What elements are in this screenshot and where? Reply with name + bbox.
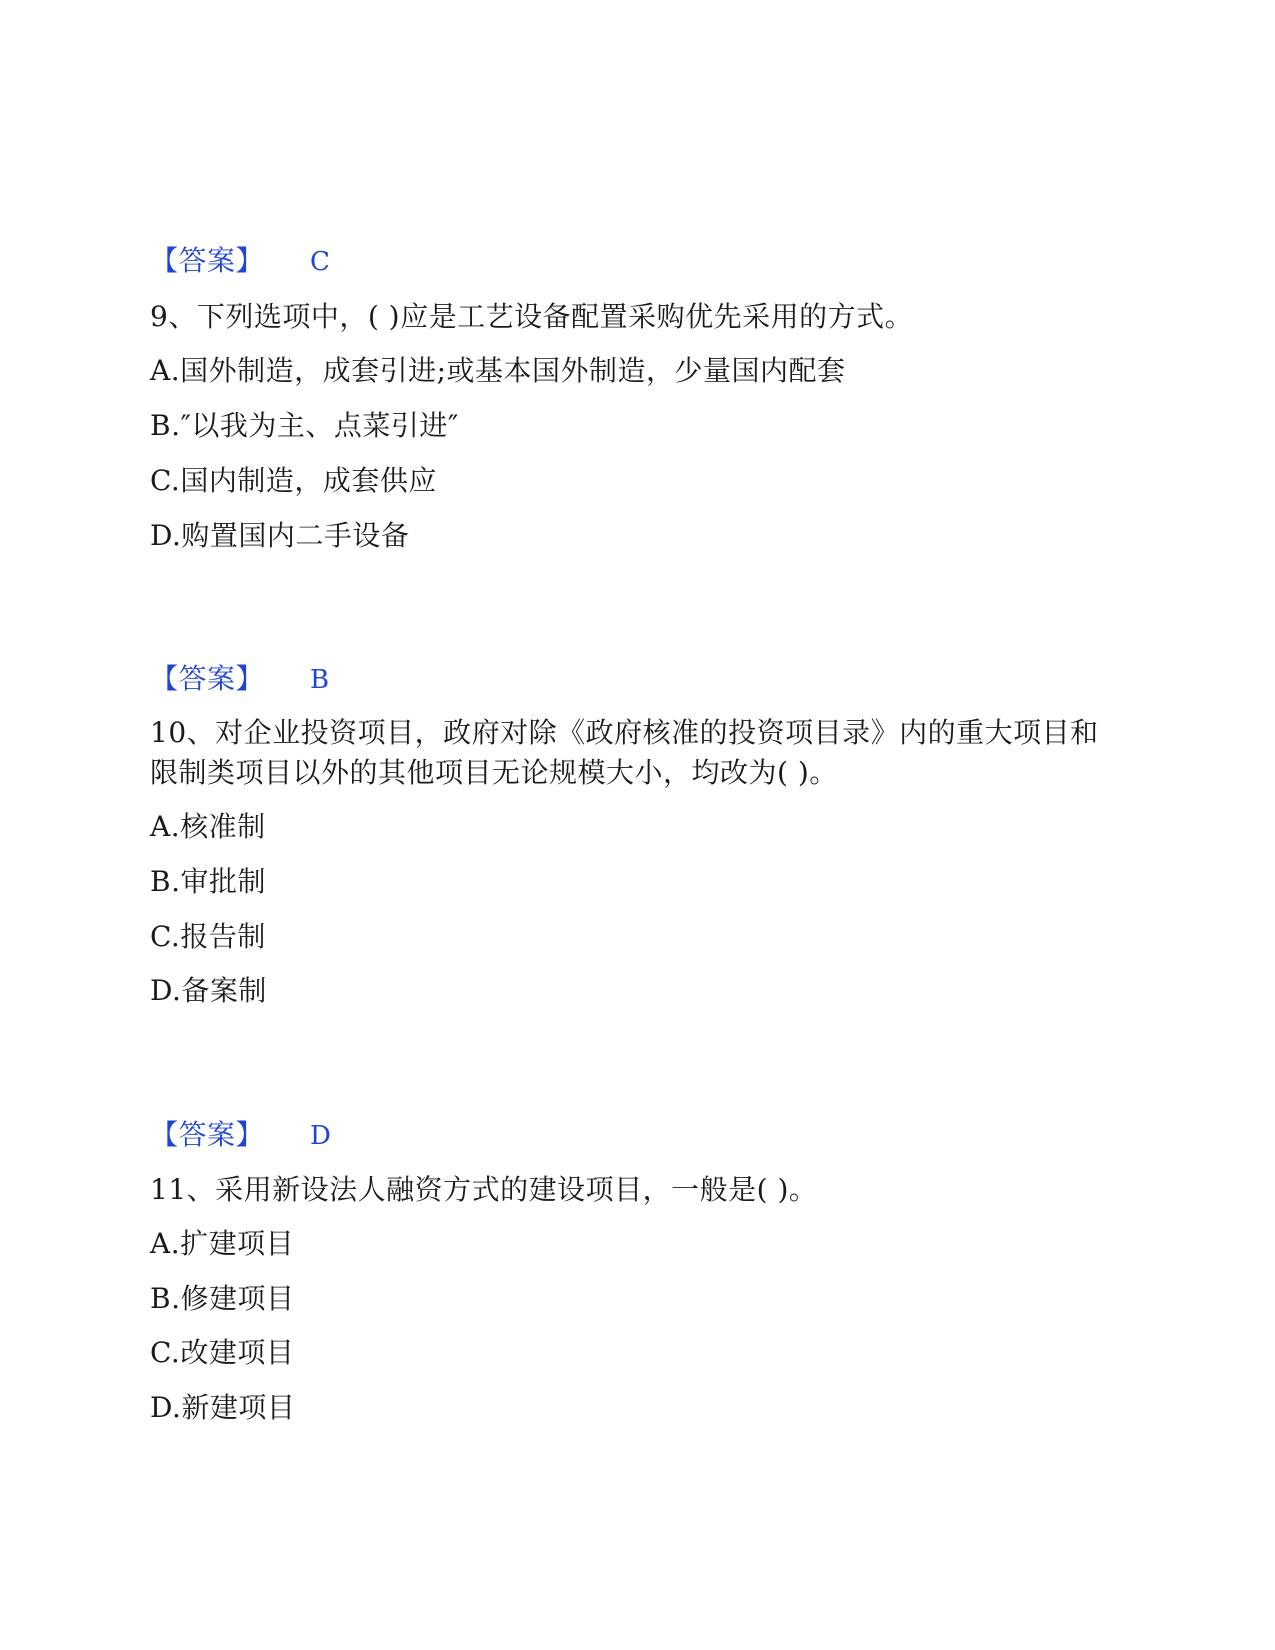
option-b: B.审批制 — [150, 865, 266, 898]
option-c: C.报告制 — [150, 920, 266, 953]
answer-value: D — [310, 1121, 332, 1151]
option-d: D.备案制 — [150, 974, 267, 1007]
question-text: 10、对企业投资项目，政府对除《政府核准的投资项目录》内的重大项目和 — [150, 716, 1099, 749]
option-d: D.新建项目 — [150, 1391, 296, 1424]
option-b: B.″以我为主、点菜引进″ — [150, 409, 459, 442]
answer-value: B — [310, 665, 330, 695]
answer-label: 【答案】 — [150, 662, 265, 695]
option-a: A.核准制 — [150, 810, 266, 843]
question-text: 11、采用新设法人融资方式的建设项目，一般是( )。 — [150, 1173, 818, 1206]
answer-line — [150, 241, 330, 282]
option-c: C.改建项目 — [150, 1336, 295, 1369]
answer-label: 【答案】 — [150, 1118, 265, 1151]
option-c: C.国内制造，成套供应 — [150, 464, 437, 497]
answer-label: 【答案】 — [150, 244, 265, 277]
answer-value: C — [310, 247, 331, 277]
answer-line — [150, 659, 330, 700]
option-d: D.购置国内二手设备 — [150, 519, 410, 552]
option-a: A.扩建项目 — [150, 1227, 295, 1260]
question-text-continued: 限制类项目以外的其他项目无论规模大小，均改为( )。 — [150, 756, 838, 789]
answer-line — [150, 1115, 331, 1156]
option-b: B.修建项目 — [150, 1282, 295, 1315]
question-text: 9、下列选项中，( )应是工艺设备配置采购优先采用的方式。 — [150, 300, 914, 333]
option-a: A.国外制造，成套引进;或基本国外制造，少量国内配套 — [150, 354, 846, 387]
